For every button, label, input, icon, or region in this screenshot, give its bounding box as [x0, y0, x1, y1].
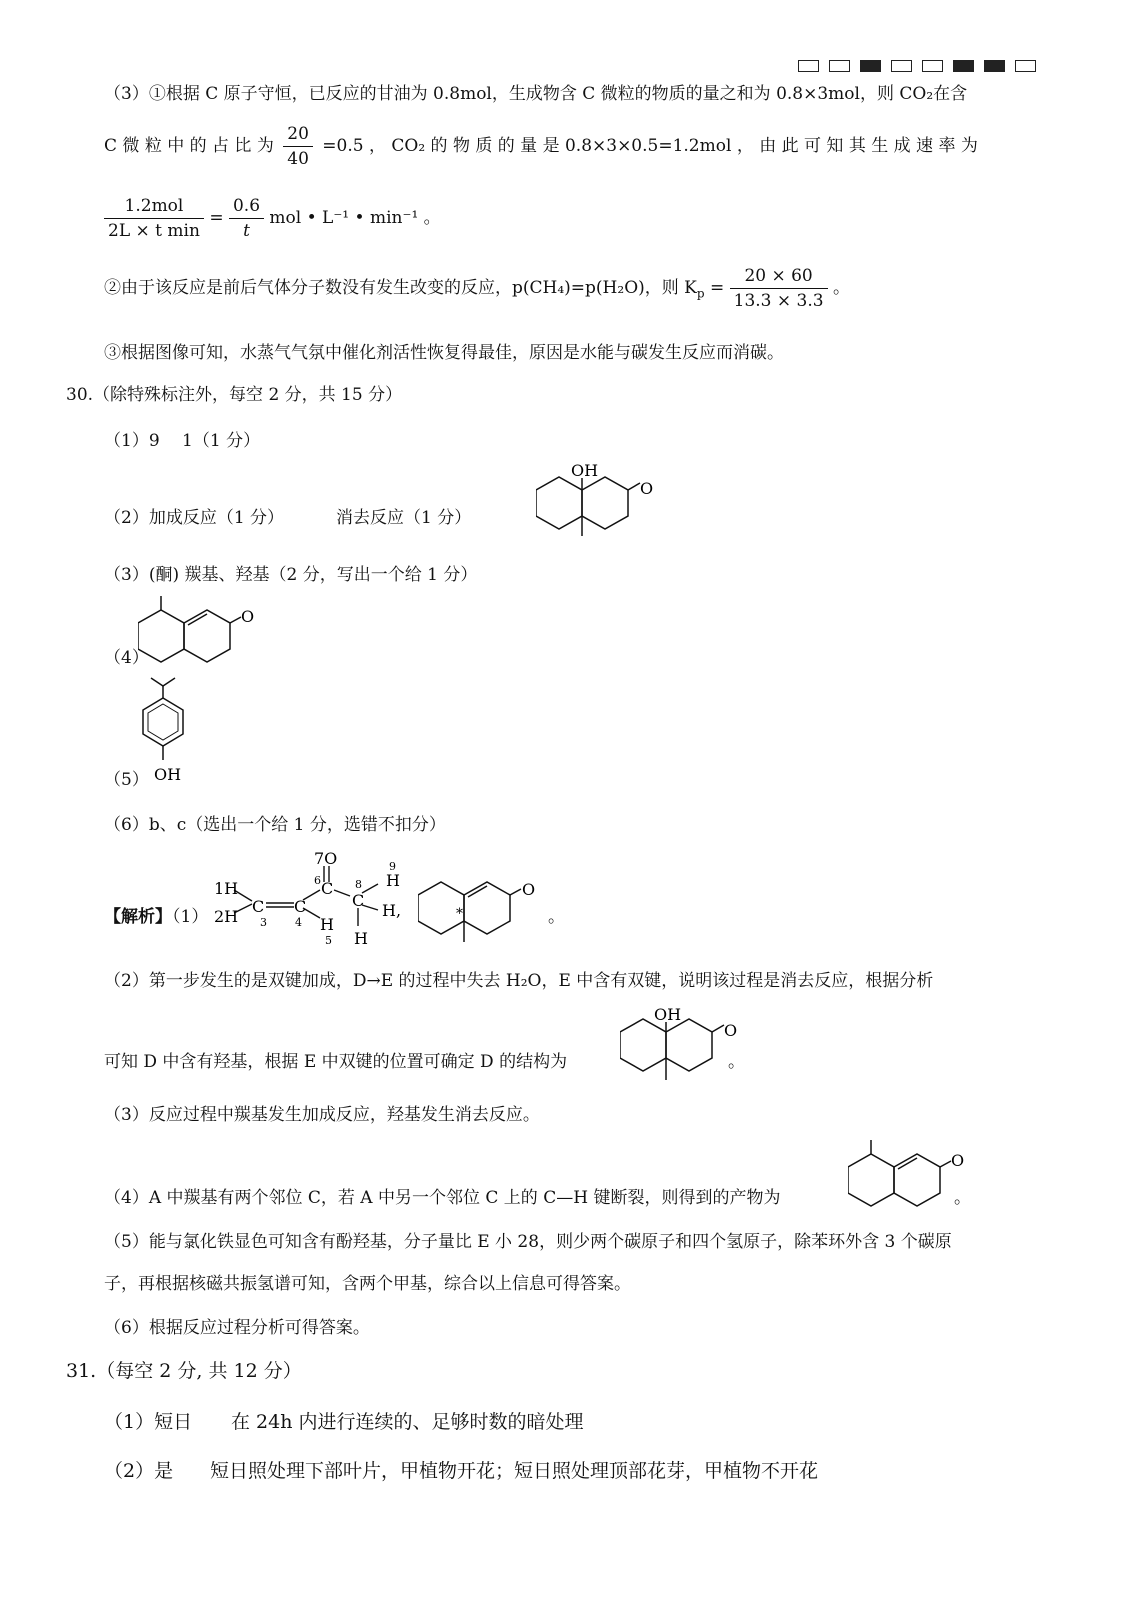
- header-mark: [984, 60, 1005, 72]
- q30-a2a: （2）加成反应（1 分）: [104, 508, 285, 528]
- q30-head: 30.（除特殊标注外，每空 2 分，共 15 分）: [66, 385, 403, 405]
- q29-p3-line2: [104, 124, 978, 169]
- o-label: O: [951, 1151, 965, 1170]
- analysis-1: （1）: [172, 907, 209, 927]
- kp-end: 。: [832, 278, 850, 298]
- structure-a4: [138, 594, 258, 674]
- q31-head: 31.（每空 2 分, 共 12 分）: [66, 1360, 302, 1382]
- structure-numbered-molecule: [210, 846, 410, 950]
- h-right-label: H,: [382, 901, 402, 920]
- q30-a1: （1）9 1（1 分）: [104, 431, 261, 451]
- c6-label: C: [321, 879, 334, 898]
- rate-unit: mol • L⁻¹ • min⁻¹ 。: [269, 208, 441, 228]
- structure-e4: [848, 1138, 968, 1214]
- q30-a5: （5）: [104, 770, 149, 790]
- h5-label: H: [320, 915, 334, 934]
- q29-p3-2b: p(CH₄)=p(H₂O)，则 K: [512, 278, 697, 298]
- c8-label: C: [352, 891, 365, 910]
- chiral-star: *: [456, 906, 463, 922]
- q30-a2b: 消去反应（1 分）: [336, 508, 472, 528]
- oh-label: OH: [654, 1005, 682, 1024]
- q29-p3-line2a: C 微 粒 中 的 占 比 为: [104, 136, 274, 156]
- structure-d-analysis: [620, 1002, 740, 1084]
- q30-e2-line2: 可知 D 中含有羟基，根据 E 中双键的位置可确定 D 的结构为: [104, 1052, 568, 1072]
- kp-numerator: 20 × 60: [730, 266, 828, 289]
- structure-a5: [140, 674, 200, 786]
- header-marks: [798, 60, 1036, 72]
- q30-a4: （4）: [104, 648, 149, 668]
- rate-numerator: 1.2mol: [104, 196, 204, 219]
- q31-a2b: 短日照处理下部叶片，甲植物开花；短日照处理顶部花芽，甲植物不开花: [210, 1460, 819, 1482]
- fraction-20-40: [283, 124, 313, 169]
- q30-e5-line1: （5）能与氯化铁显色可知含有酚羟基，分子量比 E 小 28，则少两个碳原子和四个氢原子，除苯环外含 3 个碳原: [104, 1232, 952, 1252]
- q30-e2-line1: （2）第一步发生的是双键加成，D→E 的过程中失去 H₂O，E 中含有双键，说明该过程是消去反应，根据分析: [104, 971, 934, 991]
- header-mark: [860, 60, 881, 72]
- q30-e2-end: 。: [728, 1052, 745, 1072]
- q30-a3: （3）(酮) 羰基、羟基（2 分，写出一个给 1 分）: [104, 565, 478, 585]
- c4-number: 4: [295, 916, 302, 929]
- o7-label: 7O: [314, 849, 338, 868]
- header-mark: [829, 60, 850, 72]
- oh-label: OH: [571, 461, 599, 480]
- kp-denominator: 13.3 × 3.3: [733, 291, 824, 311]
- rate-equals: =: [209, 208, 224, 228]
- q29-p3-line2b: =0.5 ， CO₂ 的 物 质 的 量 是 0.8×3×0.5=1.2mol ， 由 此 可 知 其 生 成 速 率 为: [322, 136, 978, 156]
- h2-label: 2H: [214, 907, 239, 926]
- rate-fraction-2: [229, 196, 264, 241]
- q30-e4: （4）A 中羰基有两个邻位 C，若 A 中另一个邻位 C 上的 C—H 键断裂，则得到的产物为: [104, 1188, 781, 1208]
- q30-e3: （3）反应过程中羰基发生加成反应，羟基发生消去反应。: [104, 1105, 540, 1125]
- o-label: O: [724, 1021, 738, 1040]
- q30-e4-end: 。: [954, 1188, 971, 1208]
- c3-number: 3: [260, 916, 267, 929]
- h-bottom-label: H: [354, 929, 368, 948]
- q30-e6: （6）根据反应过程分析可得答案。: [104, 1318, 370, 1338]
- q30-analysis-1: [104, 902, 208, 927]
- analysis-1-end: 。: [548, 907, 565, 927]
- header-mark: [922, 60, 943, 72]
- structure-starred: [418, 870, 548, 950]
- structure-d: [536, 458, 666, 548]
- rate-fraction: [104, 196, 204, 241]
- frac-numerator: 20: [283, 124, 313, 147]
- header-mark: [1015, 60, 1036, 72]
- q29-p3-line1: （3）①根据 C 原子守恒，已反应的甘油为 0.8mol，生成物含 C 微粒的物质的量之和为 0.8×3mol，则 CO₂在含: [104, 84, 968, 104]
- o-label: O: [241, 607, 255, 626]
- q30-a6: （6）b、c（选出一个给 1 分，选错不扣分）: [104, 815, 446, 835]
- c4-label: C: [294, 897, 307, 916]
- h9-number: 9: [389, 860, 396, 873]
- rate-denominator: 2L × t min: [108, 221, 200, 241]
- c6-number: 6: [314, 874, 321, 887]
- c8-number: 8: [355, 878, 362, 891]
- q29-p3-2a: ②由于该反应是前后气体分子数没有发生改变的反应，: [104, 278, 512, 298]
- q31-a1b: 在 24h 内进行连续的、足够时数的暗处理: [231, 1411, 584, 1433]
- c3-label: C: [252, 897, 265, 916]
- h1-label: 1H: [214, 879, 239, 898]
- header-mark: [891, 60, 912, 72]
- oh-label: OH: [154, 765, 182, 784]
- rate-formula: [104, 196, 441, 241]
- q31-a2a: （2）是: [104, 1460, 174, 1482]
- q31-a1a: （1）短日: [104, 1411, 193, 1433]
- frac-denominator: 40: [287, 149, 309, 169]
- q29-p3-2: [104, 266, 850, 311]
- kp-subscript: p: [696, 286, 705, 301]
- header-mark: [953, 60, 974, 72]
- rate-numerator-2: 0.6: [229, 196, 264, 219]
- q30-e5-line2: 子，再根据核磁共振氢谱可知，含两个甲基，综合以上信息可得答案。: [104, 1274, 631, 1294]
- kp-equals: =: [704, 278, 725, 298]
- o-label: O: [640, 479, 654, 498]
- rate-denominator-2: t: [243, 221, 250, 241]
- h5-number: 5: [325, 934, 332, 947]
- o-label: O: [522, 880, 536, 899]
- h9-label: H: [386, 871, 400, 890]
- analysis-label: 【解析】: [104, 907, 172, 927]
- kp-fraction: [730, 266, 828, 311]
- header-mark: [798, 60, 819, 72]
- q29-p3-3: ③根据图像可知，水蒸气气氛中催化剂活性恢复得最佳，原因是水能与碳发生反应而消碳。: [104, 343, 784, 363]
